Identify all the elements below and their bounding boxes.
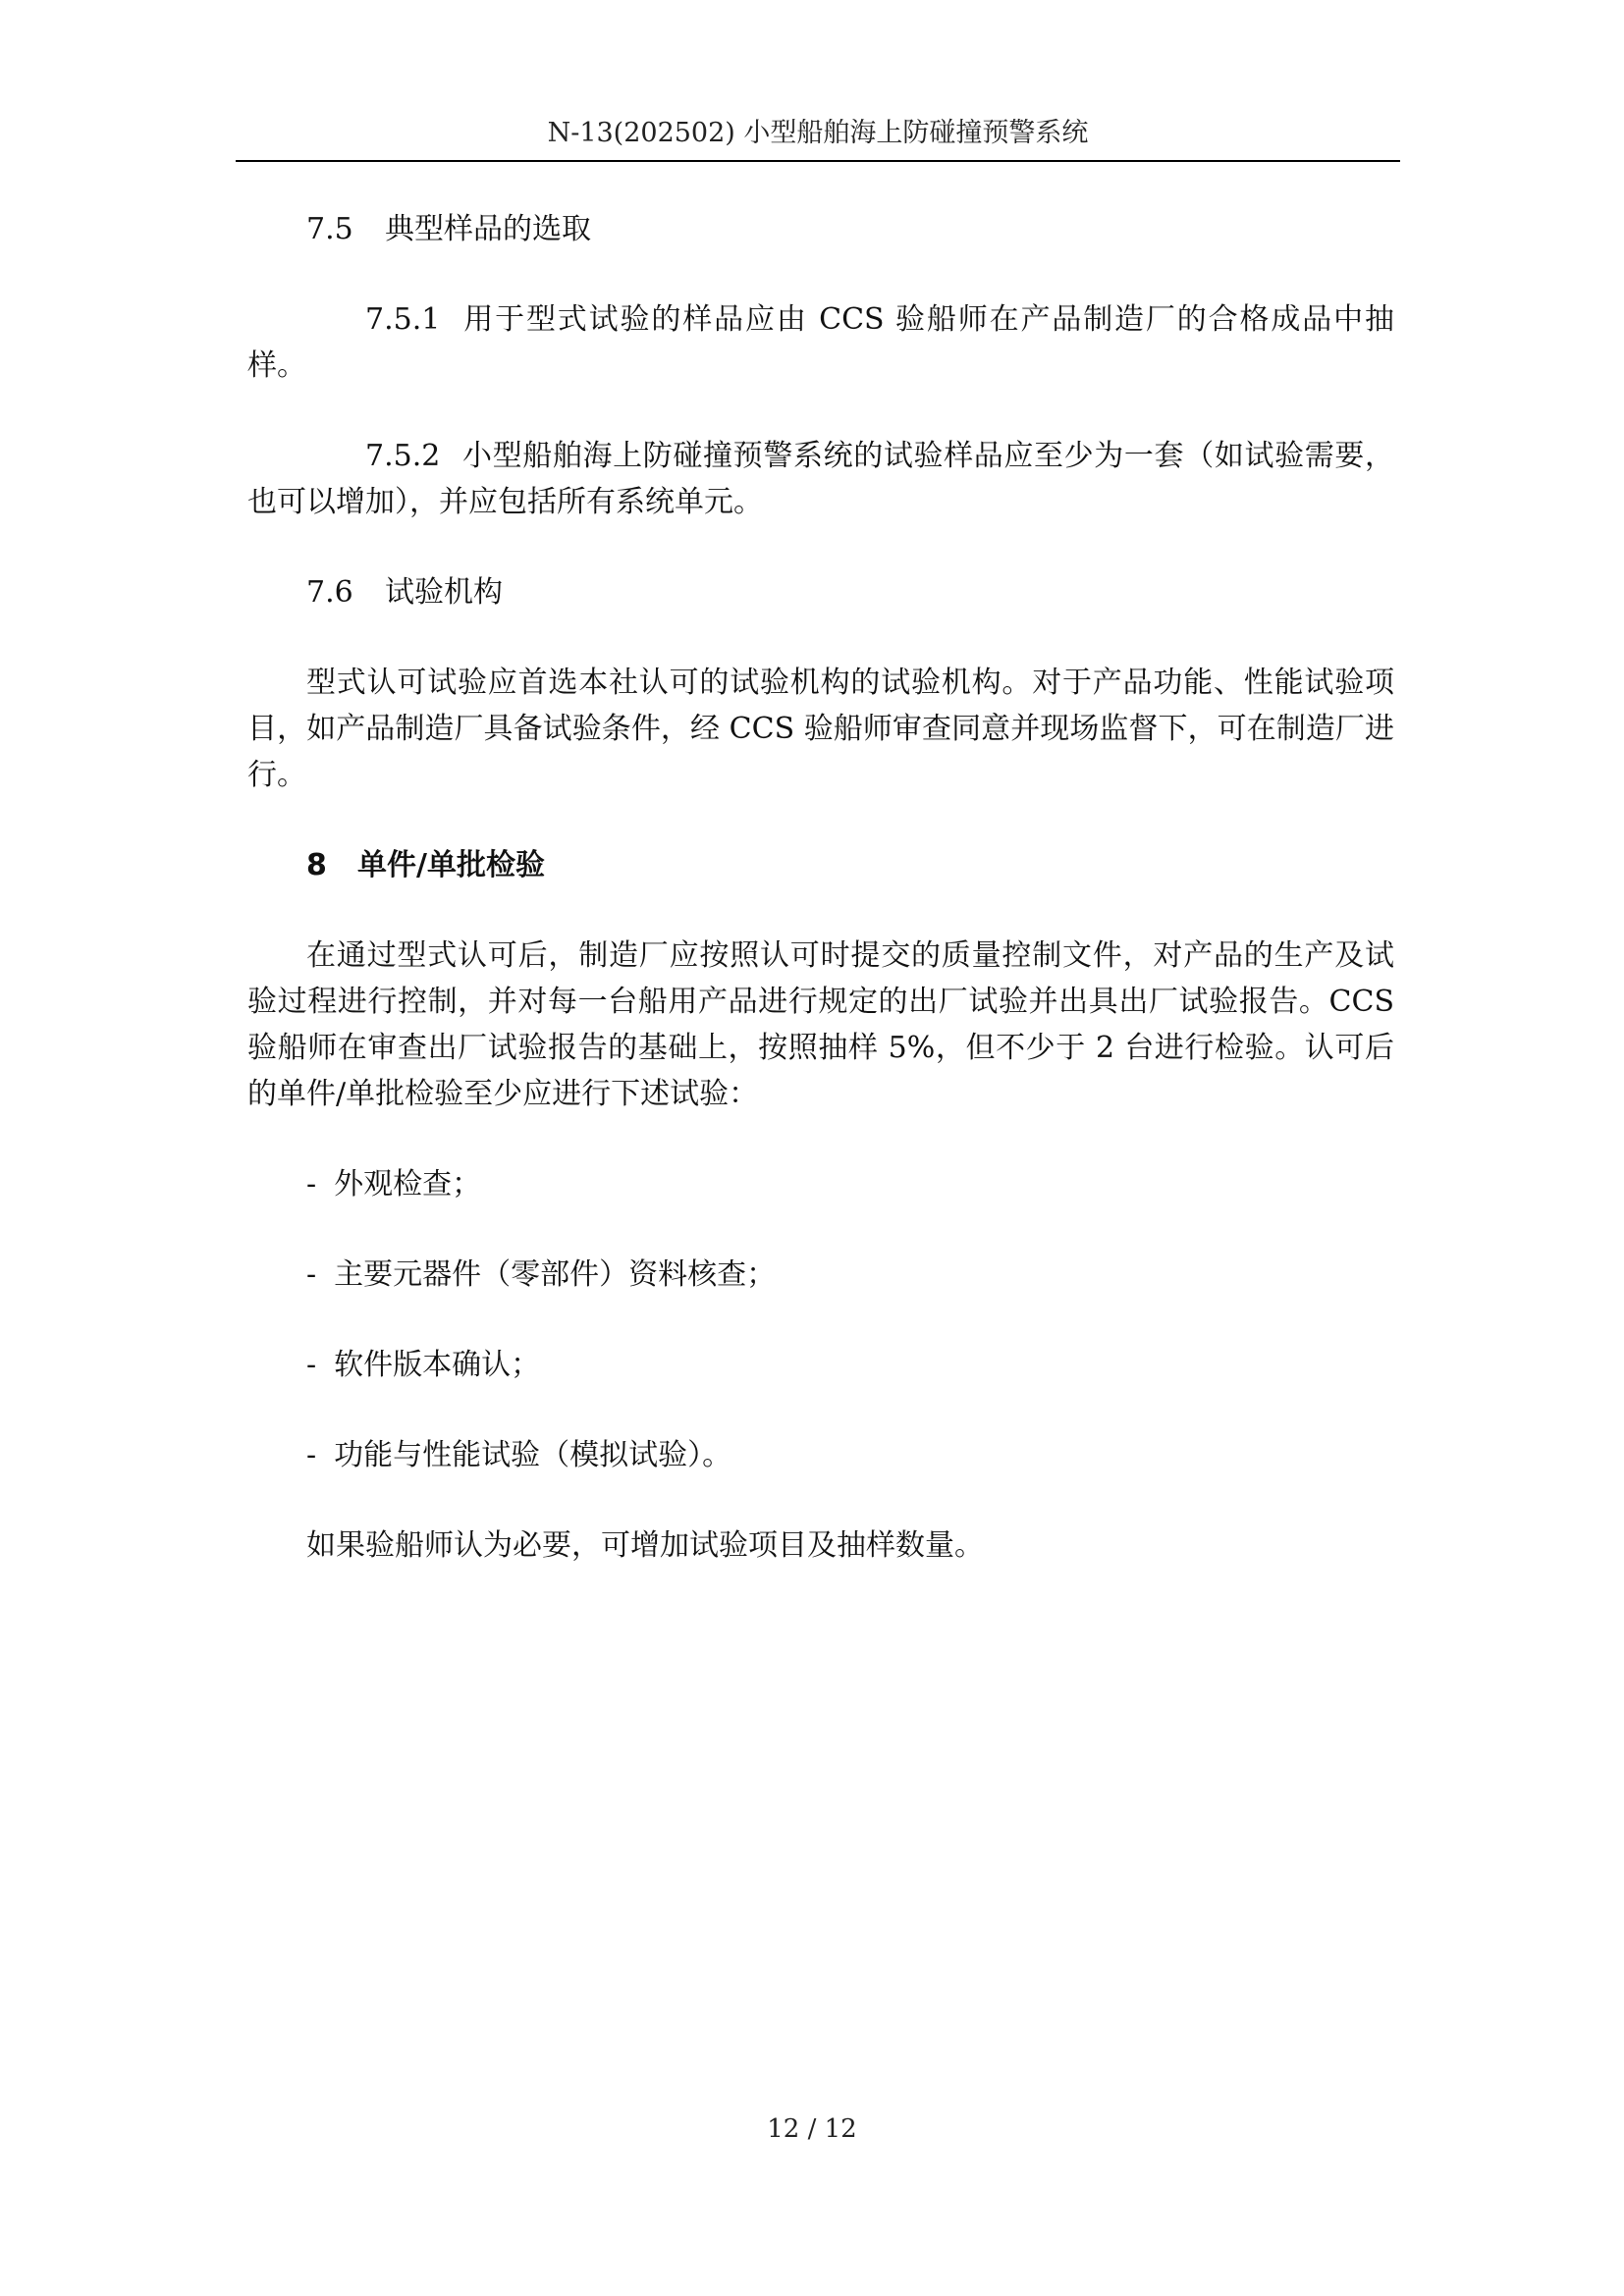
clause-7-5-2: [247, 433, 1394, 525]
section-8-closing: 如果验船师认为必要，可增加试验项目及抽样数量。: [306, 1528, 984, 1563]
section-8-intro: 在通过型式认可后，制造厂应按照认可时提交的质量控制文件，对产品的生产及试验过程进行控制，并对每一台船用产品进行规定的出厂试验并出具出厂试验报告。CCS 验船师在审查出厂试验报告的基础上，按照抽样 5%，但不少于 2 台进行检验。认可后的单件/单批检验至少应进行下述试验：: [247, 938, 1394, 1111]
clause-7-5-2-text: 小型船舶海上防碰撞预警系统的试验样品应至少为一套（如试验需要，也可以增加），并应包括所有系统单元。: [247, 439, 1394, 519]
clause-7-5-1: [247, 296, 1394, 389]
section-7-6-number: 7.6: [306, 575, 353, 610]
list-item: [247, 1161, 1394, 1207]
list-item: [247, 1252, 1394, 1298]
section-7-5-heading: [247, 206, 1394, 252]
clause-7-5-2-number: 7.5.2: [365, 439, 441, 473]
document-body: [247, 206, 1394, 1613]
section-7-5-title: 典型样品的选取: [385, 212, 591, 246]
page-number: 12 / 12: [767, 2114, 857, 2144]
clause-7-5-1-number: 7.5.1: [365, 302, 441, 337]
page-header-title: N-13(202502) 小型船舶海上防碰撞预警系统: [547, 118, 1089, 148]
header-divider: [236, 160, 1400, 162]
section-7-6-paragraph: 型式认可试验应首选本社认可的试验机构的试验机构。对于产品功能、性能试验项目，如产品制造厂具备试验条件，经 CCS 验船师审查同意并现场监督下，可在制造厂进行。: [247, 666, 1394, 792]
list-item-text: 功能与性能试验（模拟试验）。: [334, 1438, 732, 1472]
section-7-5-number: 7.5: [306, 212, 353, 246]
section-7-6-heading: [247, 569, 1394, 615]
section-7-6-title: 试验机构: [385, 575, 503, 610]
list-item-text: 软件版本确认；: [334, 1348, 541, 1382]
list-item-text: 外观检查；: [334, 1167, 482, 1201]
list-dash: -: [306, 1438, 317, 1472]
list-item-text: 主要元器件（零部件）资料核查；: [334, 1257, 777, 1292]
section-8-title: 单件/单批检验: [357, 848, 545, 882]
list-dash: -: [306, 1348, 317, 1382]
section-8-heading: [247, 842, 1394, 888]
clause-7-5-1-text: 用于型式试验的样品应由 CCS 验船师在产品制造厂的合格成品中抽样。: [247, 302, 1394, 383]
list-item: [247, 1432, 1394, 1478]
section-8-number: 8: [306, 848, 327, 882]
list-dash: -: [306, 1257, 317, 1292]
list-item: [247, 1342, 1394, 1388]
list-dash: -: [306, 1167, 317, 1201]
